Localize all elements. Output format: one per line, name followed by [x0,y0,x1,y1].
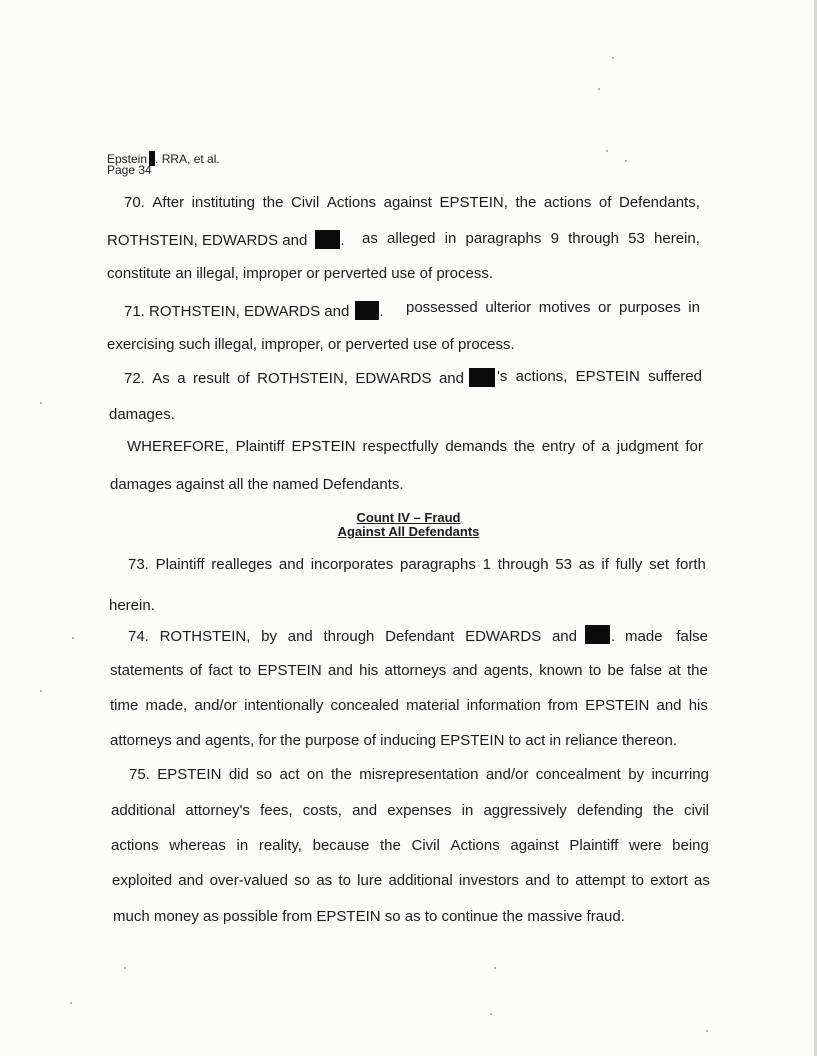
word: his [688,697,708,714]
word: to [556,872,569,889]
word: respectfully [362,438,439,455]
scan-speck [625,160,627,162]
word: 72. [124,370,145,387]
p70-line-2b [362,230,700,248]
p75-line-4 [112,872,710,890]
word: expenses [387,802,452,819]
word: and [278,556,304,573]
word: so [256,766,273,783]
word: 's [497,368,508,385]
redaction-box [355,301,379,320]
word: in [444,230,457,247]
word: and [551,628,577,645]
p74-line-1a [128,628,577,646]
word: Actions [326,194,377,211]
word: to [631,872,645,889]
word: act [279,766,300,783]
word: actions [111,837,159,854]
word: additional [388,872,453,889]
word: concealment [535,766,621,783]
word: 70. [124,194,145,211]
word: against [510,837,559,854]
word: through [323,628,375,645]
word: Plaintiff [235,438,285,455]
case-caption-left: Epstein [107,152,148,166]
word: EPSTEIN [575,368,640,385]
word: being [672,837,709,854]
word: the [653,802,674,819]
word: and [327,662,353,679]
word: As [152,370,170,387]
word: and [352,802,378,819]
word: actions [543,194,592,211]
word: lure [357,872,383,889]
p72-line-1b [497,368,702,386]
word: the [380,837,401,854]
word: did [228,766,249,783]
word: 75. [129,766,150,783]
p74-line-3 [110,697,708,715]
p74-line-4: attorneys and agents, for the purpose of inducing EPSTEIN to act in reliance thereon. [110,732,678,749]
p72-line-1a [124,370,464,388]
word: through [568,230,619,247]
redaction-box [315,230,340,249]
word: known [539,662,583,679]
word: to [238,662,252,679]
word: judgment [616,438,679,455]
wherefore-line-1 [127,438,703,456]
word: 74. [128,628,149,645]
word: the [330,766,352,783]
word: the [262,194,284,211]
word: and [525,872,551,889]
word: his [359,662,379,679]
word: in [236,837,249,854]
word: through [497,556,549,573]
p73-line-2: herein. [109,597,155,614]
word: Defendants, [618,194,700,211]
word: paragraphs [399,556,476,573]
word: over-valued [209,872,288,889]
word: because [312,837,370,854]
word: Civil [290,194,320,211]
word: Plaintiff [155,556,205,573]
word: attorneys [384,662,447,679]
word: instituting [191,194,256,211]
word: forth [675,556,706,573]
word: misrepresentation [359,766,479,783]
p70-line-1 [124,194,700,212]
word: in [688,299,700,316]
p71-line-1b [406,299,700,317]
word: reality, [258,837,302,854]
p71-line-2: exercising such illegal, improper, or perverted use of process. [107,336,515,353]
word: EDWARDS [355,370,432,387]
p70-text-a: ROTHSTEIN, EDWARDS and [107,232,308,249]
word: EPSTEIN [291,438,356,455]
scan-speck [706,1030,708,1032]
word: from [547,697,578,714]
word: information [466,697,541,714]
scan-speck [606,150,608,152]
word: to [338,872,351,889]
count-heading: Count IV – Fraud [356,510,461,525]
p70-line-2a: ROTHSTEIN, EDWARDS and . [107,232,345,249]
word: 1 [482,556,491,573]
scan-speck [598,88,600,90]
word: and/or [485,766,529,783]
word: demands [445,438,508,455]
p74-line-1b [625,628,708,646]
word: purposes [618,299,681,316]
word: as [362,230,378,247]
word: the [687,662,708,679]
page-number: Page 34 [107,163,152,177]
word: as [694,872,710,889]
word: entry [541,438,576,455]
document-page: Epstein . RRA, et al. Page 34 70. After instituting the Civil Actions against EPSTEIN, the actions of Defendants, ROTHSTEIN, EDWARDS and . as alleged in paragraphs 9 through 53 herein, constitute an illegal, improper or perverted use of process. 71. ROTHSTEIN, EDWARDS and . possessed ulterior motives or purposes in exercising such illegal, improper, or perverted use of process. 72. As a result of ROTHSTEIN, EDWARDS and 's actions, EPSTEIN suffered damages. WHEREFORE, Plaintiff EPSTEIN respectfully demands the entry of a judgment for damages against all the named Defendants. Count IV – Fraud Against All Defendants 73. Plaintiff realleges and incorporates paragraphs 1 through 53 as if fully set forth herein. 74. ROTHSTEIN, by and through Defendant EDWARDS and . made false statements of fact to EPSTEIN and his attorneys and agents, known to be false at the time made, and/or intentionally concealed material information from EPSTEIN and his attorneys and agents, for the purpose of inducing EPSTEIN to act in reliance thereon. 75. EPSTEIN did so act on the misrepresentation and/or concealment by incurring additional attorney's fees, costs, and expenses in aggressively defending the civil actions whereas in reality, because the Civil Actions against Plaintiff were being exploited and over-valued so as to lure additional investors and to attempt to extort as much money as possible from EPSTEIN so as to continue the massive fraud. [0,0,817,1056]
word: to [588,662,602,679]
word: of [237,370,250,387]
word: by [628,766,645,783]
word: on [306,766,324,783]
word: aggressively [483,802,567,819]
word: extort [650,872,688,889]
word: additional [111,802,176,819]
word: realleges [211,556,273,573]
word: EPSTEIN [257,662,322,679]
word: investors [458,872,519,889]
scan-speck [40,690,42,692]
word: were [628,837,662,854]
word: agents, [483,662,533,679]
word: at [668,662,681,679]
word: alleged [387,230,436,247]
word: or [598,299,612,316]
word: by [261,628,278,645]
scan-speck [124,967,126,969]
word: actions, [515,368,568,385]
word: fully [615,556,643,573]
p75-line-3 [111,837,709,855]
word: intentionally [244,697,324,714]
p74-line-2 [110,662,708,680]
word: 73. [128,556,149,573]
word: statements [110,662,184,679]
word: as [316,872,333,889]
word: concealed [330,697,399,714]
word: ROTHSTEIN, [159,628,251,645]
word: and [656,697,682,714]
word: attorney's [185,802,250,819]
p75-line-5: much money as possible from EPSTEIN so as to continue the massive fraud. [113,908,625,925]
case-caption-right: . RRA, et al. [155,152,220,166]
word: the [515,194,537,211]
word: as [578,556,595,573]
word: and [438,370,464,387]
word: and/or [194,697,237,714]
count-subheading: Against All Defendants [337,524,480,539]
scan-speck [40,402,42,404]
word: ROTHSTEIN, [257,370,348,387]
scan-speck [72,637,74,639]
word: herein, [654,230,700,247]
word: made, [145,697,188,714]
word: motives [538,299,591,316]
word: and [178,872,204,889]
word: a [177,370,186,387]
word: against [383,194,432,211]
word: time [110,697,139,714]
word: whereas [169,837,226,854]
word: attempt [575,872,626,889]
word: in [461,802,474,819]
word: incurring [651,766,709,783]
word: fact [208,662,233,679]
word: material [406,697,460,714]
word: and [287,628,313,645]
word: suffered [648,368,702,385]
word: result [193,370,230,387]
word: Actions [450,837,500,854]
word: a [601,438,610,455]
wherefore-line-2: damages against all the named Defendants. [110,476,404,493]
word: so [294,872,311,889]
word: incorporates [310,556,394,573]
p75-line-2 [111,802,709,820]
p75-line-1 [129,766,709,784]
word: 53 [628,230,645,247]
word: costs, [302,802,342,819]
word: fees, [260,802,293,819]
p71-text-a: 71. ROTHSTEIN, EDWARDS and [124,303,350,320]
word: defending [576,802,643,819]
scan-speck [612,57,614,59]
word: of [598,194,612,211]
p71-line-1a: 71. ROTHSTEIN, EDWARDS and . [124,303,384,320]
p70-line-3: constitute an illegal, improper or perverted use of process. [107,265,494,282]
word: exploited [112,872,173,889]
scan-speck [70,1002,72,1004]
word: set [649,556,670,573]
word: EDWARDS [465,628,542,645]
word: Civil [411,837,440,854]
word: Defendant [385,628,455,645]
word: of [582,438,595,455]
word: be [607,662,625,679]
word: the [513,438,535,455]
word: false [676,628,708,645]
scan-speck [490,1013,492,1015]
word: false [630,662,663,679]
word: made [625,628,663,645]
word: for [685,438,703,455]
p72-line-2: damages. [109,406,175,423]
word: After [152,194,185,211]
word: EPSTEIN, [439,194,508,211]
word: WHEREFORE, [127,438,229,455]
word: ulterior [485,299,532,316]
word: EPSTEIN [157,766,222,783]
word: of [189,662,203,679]
word: if [601,556,609,573]
scan-speck [494,967,496,969]
word: 53 [555,556,573,573]
word: 9 [550,230,559,247]
word: paragraphs [465,230,542,247]
p73-line-1 [128,556,706,574]
word: Plaintiff [569,837,619,854]
redaction-box [469,368,495,387]
word: civil [684,802,709,819]
word: EPSTEIN [585,697,650,714]
word: and [452,662,478,679]
redaction-box [585,625,610,644]
word: possessed [406,299,478,316]
